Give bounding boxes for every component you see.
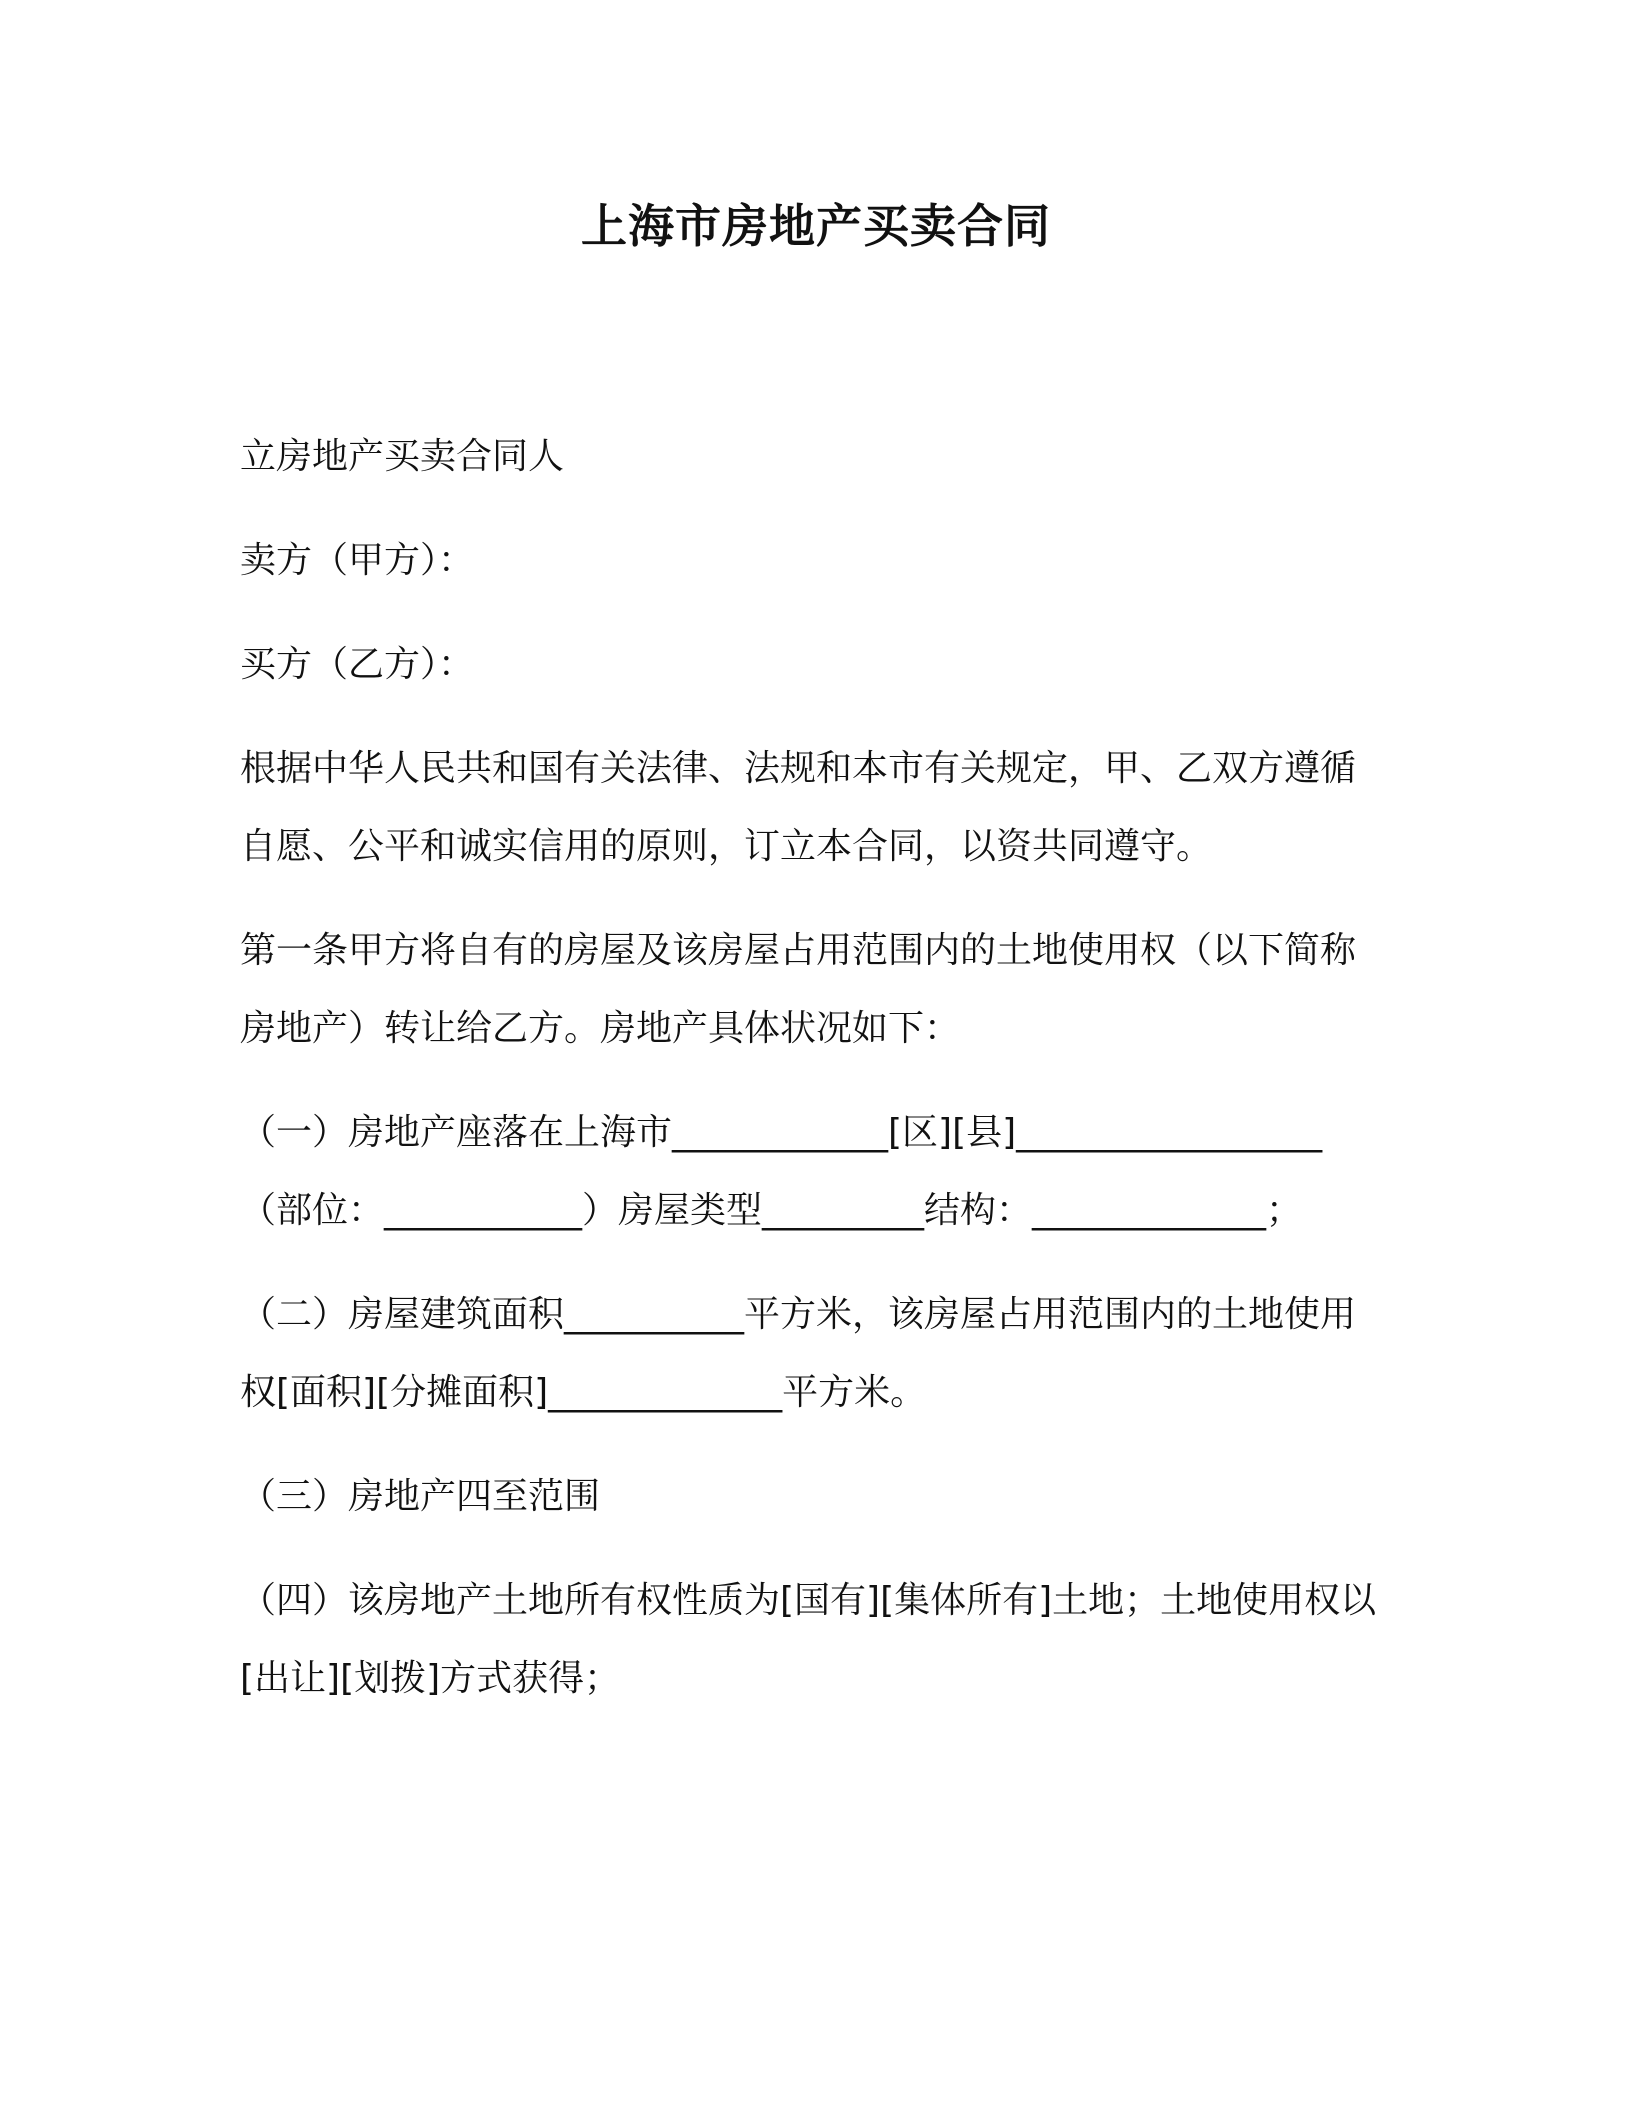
clause-4-land-ownership: （四）该房地产土地所有权性质为[国有][集体所有]土地；土地使用权以[出让][划拨]方式获得； — [240, 1580, 1377, 1699]
clause-3-boundaries: （三）房地产四至范围 — [240, 1476, 601, 1517]
article-1-paragraph: 第一条甲方将自有的房屋及该房屋占用范围内的土地使用权（以下简称房地产）转让给乙方。房地产具体状况如下： — [240, 930, 1357, 1049]
seller-line: 卖方（甲方）： — [240, 540, 475, 581]
document-title: 上海市房地产买卖合同 — [581, 199, 1051, 253]
preamble-paragraph: 根据中华人民共和国有关法律、法规和本市有关规定，甲、乙双方遵循自愿、公平和诚实信用的原则，订立本合同，以资共同遵守。 — [240, 748, 1357, 867]
document-body — [240, 418, 1380, 1744]
clause-1-location: （一）房地产座落在上海市____________[区][县]_________________（部位：___________）房屋类型_________结构：_____________； — [240, 1112, 1323, 1231]
contract-party-heading: 立房地产买卖合同人 — [240, 436, 565, 477]
buyer-line: 买方（乙方）： — [240, 644, 475, 685]
clause-2-area: （二）房屋建筑面积__________平方米，该房屋占用范围内的土地使用权[面积][分摊面积]_____________平方米。 — [240, 1294, 1357, 1413]
